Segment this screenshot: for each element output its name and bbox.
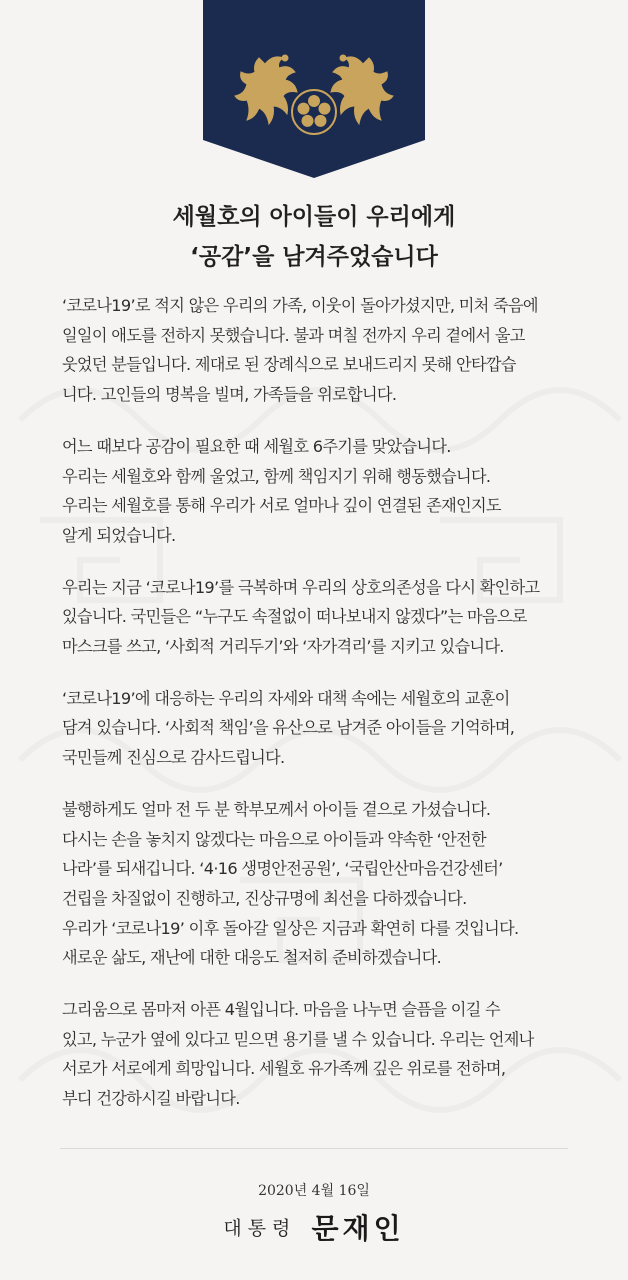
paragraph-line: 국민들께 진심으로 감사드립니다.	[62, 748, 285, 768]
signature-name: 문재인	[311, 1212, 405, 1245]
emblem-banner	[203, 0, 425, 178]
paragraph-line: 담겨 있습니다. ‘사회적 책임’을 유산으로 남겨준 아이들을 기억하며,	[62, 718, 515, 738]
paragraph-1	[62, 291, 572, 410]
paragraph-line: 불행하게도 얼마 전 두 분 학부모께서 아이들 곁으로 가셨습니다.	[62, 799, 491, 819]
paragraph-line: 일일이 애도를 전하지 못했습니다. 불과 며칠 전까지 우리 곁에서 울고	[62, 325, 525, 345]
paragraph-line: 알게 되었습니다.	[62, 525, 176, 545]
paragraph-line: 마스크를 쓰고, ‘사회적 거리두기’와 ‘자가격리’를 지키고 있습니다.	[62, 637, 504, 657]
paragraph-line: ‘코로나19’로 적지 않은 우리의 가족, 이웃이 돌아가셨지만, 미처 죽음에	[62, 296, 538, 315]
paragraph-2	[62, 432, 572, 551]
signature-block	[0, 1207, 628, 1247]
paragraph-line: ‘코로나19’에 대응하는 우리의 자세와 대책 속에는 세월호의 교훈이	[62, 688, 510, 708]
paragraph-line: 있고, 누군가 옆에 있다고 믿으면 용기를 낼 수 있습니다. 우리는 언제나	[62, 1029, 534, 1049]
paragraph-5	[62, 795, 572, 973]
paragraph-line: 부디 건강하시길 바랍니다.	[62, 1089, 240, 1109]
letter-date: 2020년 4월 16일	[258, 1183, 370, 1199]
title-line-1: 세월호의 아이들이 우리에게	[172, 204, 456, 230]
paragraph-line: 새로운 삶도, 재난에 대한 대응도 철저히 준비하겠습니다.	[62, 948, 442, 968]
letter-title	[0, 197, 628, 277]
paragraph-line: 어느 때보다 공감이 필요한 때 세월호 6주기를 맞았습니다.	[62, 436, 451, 456]
paragraph-line: 다시는 손을 놓치지 않겠다는 마음으로 아이들과 약속한 ‘안전한	[62, 829, 486, 849]
paragraph-line: 서로가 서로에게 희망입니다. 세월호 유가족께 깊은 위로를 전하며,	[62, 1059, 506, 1079]
paragraph-line: 니다. 고인들의 명복을 빌며, 가족들을 위로합니다.	[62, 385, 397, 405]
signature-title: 대통령	[223, 1217, 297, 1240]
paragraph-line: 우리는 지금 ‘코로나19’를 극복하며 우리의 상호의존성을 다시 확인하고	[62, 577, 540, 597]
title-line-2: ‘공감’을 남겨주었습니다	[190, 244, 438, 270]
paragraph-6	[62, 995, 572, 1114]
paragraph-line: 우리는 세월호를 통해 우리가 서로 얼마나 깊이 연결된 존재인지도	[62, 496, 501, 516]
paragraph-line: 우리는 세월호와 함께 울었고, 함께 책임지기 위해 행동했습니다.	[62, 466, 491, 486]
paragraph-3	[62, 573, 572, 662]
paragraph-line: 나라’를 되새깁니다. ‘4·16 생명안전공원’, ‘국립안산마음건강센터’	[62, 859, 503, 879]
paragraph-line: 그리움으로 몸마저 아픈 4월입니다. 마음을 나누면 슬픔을 이길 수	[62, 1000, 500, 1020]
paragraph-line: 웃었던 분들입니다. 제대로 된 장례식으로 보내드리지 못해 안타깝습	[62, 355, 516, 375]
paragraph-line: 건립을 차질없이 진행하고, 진상규명에 최선을 다하겠습니다.	[62, 888, 467, 908]
paragraph-line: 우리가 ‘코로나19’ 이후 돌아갈 일상은 지금과 확연히 다를 것입니다.	[62, 918, 519, 938]
paragraph-line: 있습니다. 국민들은 “누구도 속절없이 떠나보내지 않겠다”는 마음으로	[62, 607, 527, 627]
signature-divider	[60, 1148, 568, 1149]
paragraph-4	[62, 684, 572, 773]
letter-body	[62, 291, 572, 1136]
